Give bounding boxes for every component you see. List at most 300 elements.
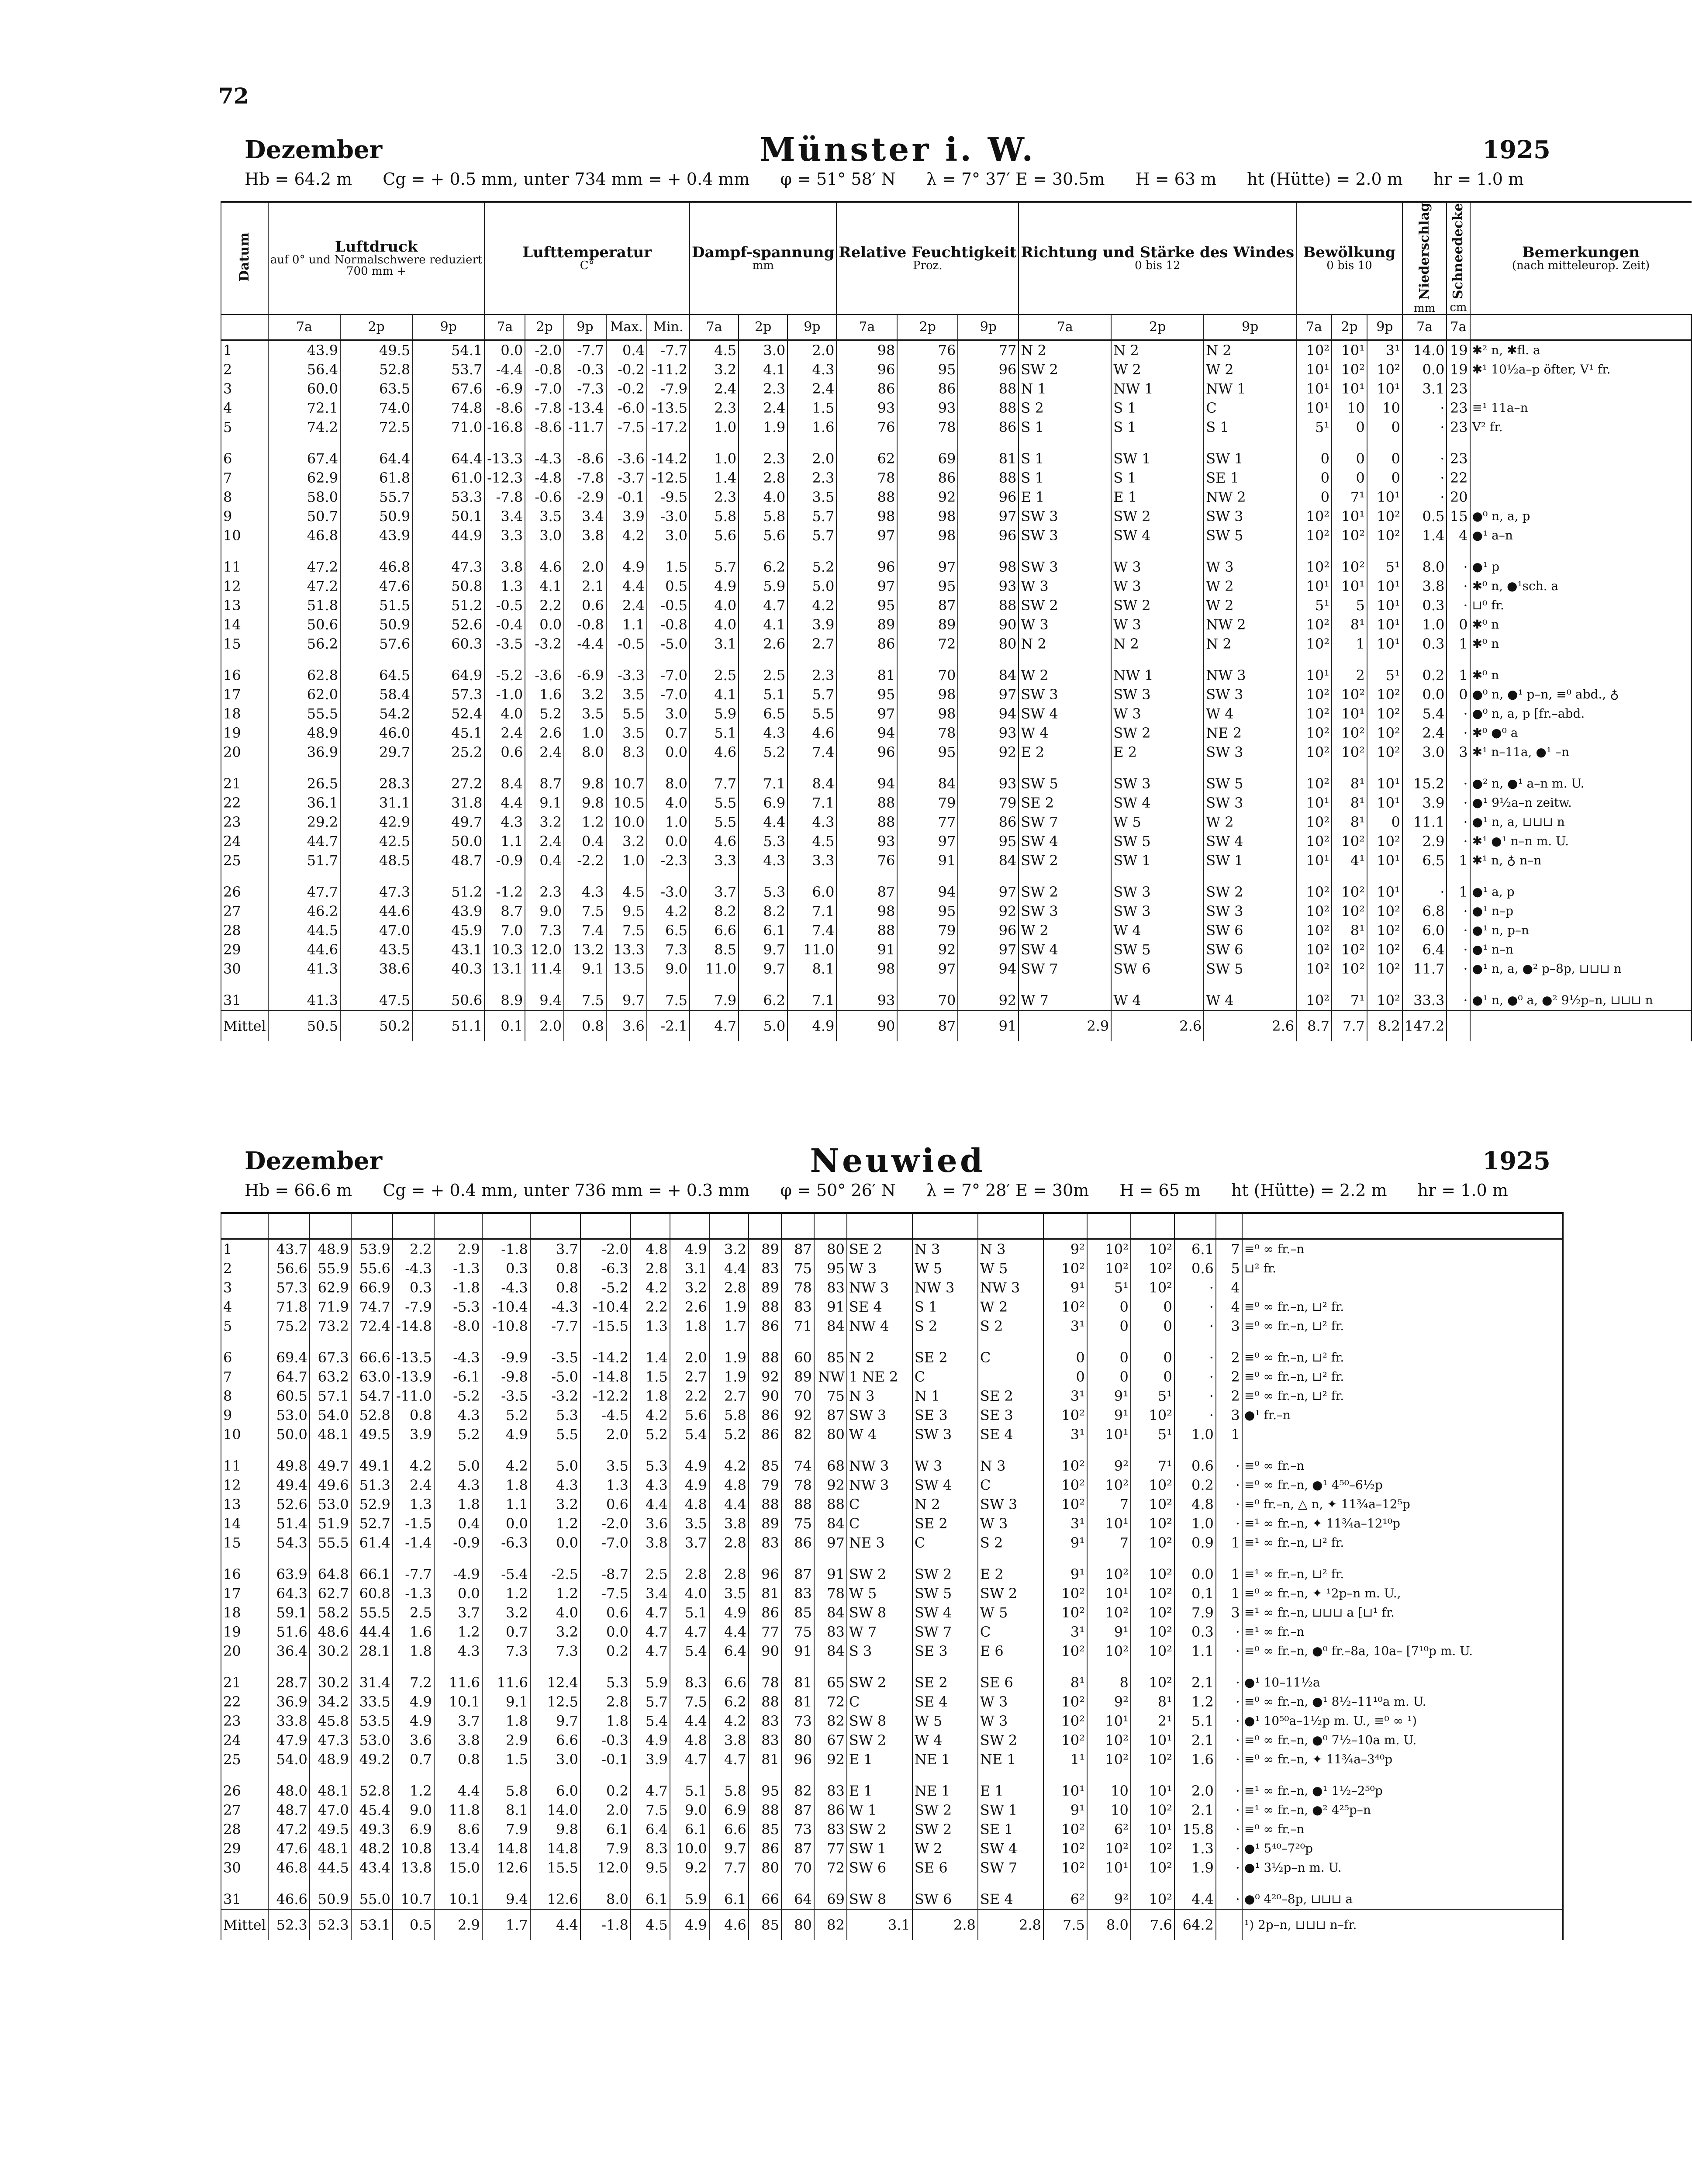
- cell: 0.2: [1402, 666, 1447, 685]
- cell: 76: [836, 418, 897, 437]
- cell: [340, 870, 412, 882]
- cell: -2.0: [580, 1514, 631, 1533]
- cell: 10.0: [606, 812, 647, 832]
- cell: 4.3: [787, 812, 836, 832]
- cell: W 2: [1111, 360, 1204, 379]
- cell: 10¹: [1332, 340, 1367, 360]
- cell: 10²: [1131, 1476, 1174, 1495]
- cell: 8.5: [690, 940, 739, 959]
- cell: 9¹: [1043, 1533, 1087, 1552]
- cell: 4.3: [434, 1476, 482, 1495]
- cell: 0: [1131, 1297, 1174, 1317]
- cell: 67: [814, 1731, 847, 1750]
- cell: [434, 1877, 482, 1890]
- station-param: λ = 7° 37′ E = 30.5m: [926, 169, 1105, 189]
- cell: ·: [1174, 1278, 1216, 1297]
- cell: [530, 1552, 580, 1565]
- cell: [564, 437, 606, 449]
- cell: 81: [781, 1673, 814, 1692]
- cell: 3¹: [1043, 1317, 1087, 1336]
- cell: -3.2: [530, 1386, 580, 1406]
- cell: 5.8: [709, 1406, 749, 1425]
- cell: 10²: [1296, 832, 1332, 851]
- cell: 4.8: [631, 1239, 670, 1259]
- cell: 0.0: [1402, 685, 1447, 704]
- cell: 13.5: [606, 959, 647, 978]
- cell: 4.3: [787, 360, 836, 379]
- cell: 47.2: [268, 557, 340, 577]
- mean-value: 52.3: [310, 1909, 351, 1940]
- cell: C: [978, 1476, 1043, 1495]
- cell: [564, 653, 606, 666]
- cell: N 2: [1204, 340, 1296, 360]
- wind-header-text: Richtung und Stärke des Windes: [1021, 244, 1295, 262]
- cell: -3.0: [647, 882, 690, 902]
- cell: 3.2: [525, 812, 564, 832]
- cell: ·: [1447, 704, 1470, 723]
- cell: 3.3: [484, 526, 525, 545]
- cell: 54.7: [351, 1386, 393, 1406]
- cell: NE 1: [978, 1750, 1043, 1769]
- cell: 49.8: [268, 1456, 310, 1476]
- day-number: 17: [221, 1584, 268, 1603]
- cell: 81: [749, 1584, 781, 1603]
- cell: 50.9: [310, 1890, 351, 1909]
- cell: 4.0: [484, 704, 525, 723]
- cell: [412, 653, 484, 666]
- cell: [351, 1769, 393, 1781]
- cell: 6.4: [1402, 940, 1447, 959]
- cell: 2.1: [1174, 1731, 1216, 1750]
- cell: [781, 1336, 814, 1348]
- cell: [484, 437, 525, 449]
- cell: -6.3: [580, 1259, 631, 1278]
- cell: S 1: [1019, 468, 1111, 487]
- cell: 87: [897, 596, 958, 615]
- table-row: [221, 774, 1692, 793]
- cell: 15.8: [1174, 1820, 1216, 1839]
- cell: [978, 1877, 1043, 1890]
- cell: 4.8: [670, 1731, 709, 1750]
- day-number: 12: [221, 577, 268, 596]
- cell: 72.5: [340, 418, 412, 437]
- cell: 46.8: [340, 557, 412, 577]
- cell: 10²: [1367, 507, 1402, 526]
- cell: 6.9: [739, 793, 787, 812]
- day-number: 31: [221, 991, 268, 1010]
- day-number: 6: [221, 1348, 268, 1367]
- cell: [482, 1769, 530, 1781]
- cell: 0.0: [647, 832, 690, 851]
- cell: [393, 1769, 434, 1781]
- cell: 51.3: [351, 1476, 393, 1495]
- obs-time: 2p: [525, 314, 564, 340]
- cell: [1447, 437, 1470, 449]
- cell: 75: [781, 1514, 814, 1533]
- cell: 4.7: [631, 1622, 670, 1641]
- cell: 8.9: [484, 991, 525, 1010]
- cell: 0.6: [564, 596, 606, 615]
- cell: 1.8: [393, 1641, 434, 1661]
- cell: 48.1: [310, 1781, 351, 1800]
- cell: 1 NE 2: [847, 1367, 912, 1386]
- cell: C: [978, 1622, 1043, 1641]
- cell: 0: [1367, 812, 1402, 832]
- mean-value: 87: [897, 1010, 958, 1041]
- cell: 10²: [1131, 1278, 1174, 1297]
- cell: E 1: [1111, 487, 1204, 507]
- cell: [1131, 1661, 1174, 1673]
- cell: 63.0: [351, 1367, 393, 1386]
- cell: 91: [897, 851, 958, 870]
- cell: 75: [781, 1622, 814, 1641]
- cell: 88: [958, 379, 1019, 398]
- cell: SW 2: [847, 1565, 912, 1584]
- cell: 7.3: [482, 1641, 530, 1661]
- cell: 4.3: [434, 1406, 482, 1425]
- cell: 12.0: [580, 1858, 631, 1877]
- weather-table: [221, 201, 1692, 1041]
- cell: 43.9: [268, 340, 340, 360]
- cell: 10²: [1043, 1711, 1087, 1731]
- mean-value: 2.6: [1111, 1010, 1204, 1041]
- cell: 5.8: [482, 1781, 530, 1800]
- cell: -7.3: [564, 379, 606, 398]
- cell: 0.9: [1174, 1533, 1216, 1552]
- table-row: [221, 468, 1692, 487]
- cell: 49.6: [310, 1476, 351, 1495]
- mean-value: 91: [958, 1010, 1019, 1041]
- day-number: 28: [221, 921, 268, 940]
- cell: 4.9: [393, 1711, 434, 1731]
- cell: 9²: [1087, 1456, 1131, 1476]
- cell: SW 6: [1204, 940, 1296, 959]
- cell: 10²: [1087, 1731, 1131, 1750]
- cell: 88: [781, 1495, 814, 1514]
- cell: 10²: [1367, 723, 1402, 743]
- cell: 89: [836, 615, 897, 634]
- mean-value: 82: [814, 1909, 847, 1940]
- cell: SW 2: [978, 1584, 1043, 1603]
- station-param: Hb = 66.6 m: [245, 1181, 352, 1200]
- cell: SW 4: [1019, 704, 1111, 723]
- cell: 0.0: [1402, 360, 1447, 379]
- cell: -5.0: [530, 1367, 580, 1386]
- cell: 10¹: [1131, 1731, 1174, 1750]
- cell: 4.2: [606, 526, 647, 545]
- mean-value: 2.8: [978, 1909, 1043, 1940]
- cell: 3.5: [606, 723, 647, 743]
- remark: ≡¹ ∞ fr.–n, ⊔⊔⊔ a [⊔¹ fr.: [1242, 1603, 1563, 1622]
- cell: -6.9: [564, 666, 606, 685]
- cell: [268, 653, 340, 666]
- cell: 47.3: [340, 882, 412, 902]
- cell: SW 3: [847, 1406, 912, 1425]
- cell: -2.0: [525, 340, 564, 360]
- cell: 52.9: [351, 1495, 393, 1514]
- cell: -16.8: [484, 418, 525, 437]
- cell: -4.3: [393, 1259, 434, 1278]
- cell: [1087, 1336, 1131, 1348]
- table-row: [221, 1317, 1563, 1336]
- cell: 93: [836, 832, 897, 851]
- cell: -2.2: [564, 851, 606, 870]
- cell: 1.0: [1174, 1514, 1216, 1533]
- cell: 5.1: [1174, 1711, 1216, 1731]
- cell: 48.2: [351, 1839, 393, 1858]
- cell: [1332, 437, 1367, 449]
- cell: [670, 1877, 709, 1890]
- cell: 1.5: [631, 1367, 670, 1386]
- cell: [814, 1336, 847, 1348]
- cell: 64: [781, 1890, 814, 1909]
- station-name: Neuwied: [810, 1142, 985, 1180]
- cell: 50.7: [268, 507, 340, 526]
- mean-value: 51.1: [412, 1010, 484, 1041]
- cell: 10²: [1131, 1495, 1174, 1514]
- remark: [1242, 1425, 1563, 1444]
- cell: 1.5: [482, 1750, 530, 1769]
- cell: 88: [749, 1297, 781, 1317]
- cell: [781, 1552, 814, 1565]
- cell: 77: [897, 812, 958, 832]
- cell: ·: [1216, 1800, 1242, 1820]
- cell: 10²: [1367, 685, 1402, 704]
- station-param: ht (Hütte) = 2.2 m: [1231, 1181, 1387, 1200]
- cell: -2.0: [580, 1239, 631, 1259]
- day-number: 29: [221, 940, 268, 959]
- lufttemperatur-header-text: Lufttemperatur: [522, 244, 652, 262]
- remark: ●¹ n, a, ⊔⊔⊔ n: [1470, 812, 1692, 832]
- cell: 10¹: [1087, 1514, 1131, 1533]
- cell: [221, 1213, 268, 1239]
- cell: SE 2: [978, 1386, 1043, 1406]
- cell: C: [847, 1692, 912, 1711]
- cell: [1402, 545, 1447, 557]
- cell: 4.4: [709, 1495, 749, 1514]
- cell: 4.3: [739, 851, 787, 870]
- cell: -14.8: [580, 1367, 631, 1386]
- cell: 8.3: [670, 1673, 709, 1692]
- cell: SW 3: [1111, 882, 1204, 902]
- cell: [221, 314, 268, 340]
- cell: 6.5: [647, 921, 690, 940]
- cell: 5.9: [739, 577, 787, 596]
- cell: 1.2: [393, 1781, 434, 1800]
- cell: [690, 545, 739, 557]
- cell: 2.9: [434, 1239, 482, 1259]
- cell: 97: [836, 577, 897, 596]
- cell: [1447, 545, 1470, 557]
- mean-value: 8.2: [1367, 1010, 1402, 1041]
- cell: ·: [1174, 1297, 1216, 1317]
- cell: 2.0: [564, 557, 606, 577]
- remark: ≡⁰ ∞ fr.–n, ●⁰ fr.–8a, 10a– [7¹⁰p m. U.: [1242, 1641, 1563, 1661]
- cell: 86: [897, 468, 958, 487]
- cell: 0.0: [647, 743, 690, 762]
- cell: -0.1: [580, 1750, 631, 1769]
- cell: 66: [749, 1890, 781, 1909]
- cell: 1: [1216, 1533, 1242, 1552]
- cell: 7.9: [482, 1820, 530, 1839]
- cell: 85: [749, 1456, 781, 1476]
- mean-value: [1470, 1010, 1692, 1041]
- cell: SW 3: [1204, 743, 1296, 762]
- cell: [749, 1877, 781, 1890]
- cell: 10²: [1296, 557, 1332, 577]
- remark: ✱⁰ n: [1470, 634, 1692, 653]
- cell: 92: [814, 1750, 847, 1769]
- cell: 10¹: [1367, 577, 1402, 596]
- cell: 0: [1296, 449, 1332, 468]
- cell: 97: [958, 685, 1019, 704]
- cell: 9¹: [1043, 1278, 1087, 1297]
- cell: 8.3: [631, 1839, 670, 1858]
- cell: SW 2: [912, 1565, 978, 1584]
- cell: [1367, 978, 1402, 991]
- cell: -11.0: [393, 1386, 434, 1406]
- cell: 0: [1296, 468, 1332, 487]
- cell: 10¹: [1332, 507, 1367, 526]
- table-row: [221, 1348, 1563, 1367]
- cell: 15.2: [1402, 774, 1447, 793]
- cell: [1332, 870, 1367, 882]
- mean-value: 2.9: [1019, 1010, 1111, 1041]
- cell: 4.9: [606, 557, 647, 577]
- cell: 10: [1087, 1800, 1131, 1820]
- cell: [978, 1552, 1043, 1565]
- cell: 57.3: [268, 1278, 310, 1297]
- remark: ●² n, ●¹ a–n m. U.: [1470, 774, 1692, 793]
- cell: 86: [958, 418, 1019, 437]
- cell: SE 2: [912, 1514, 978, 1533]
- day-number: 4: [221, 1297, 268, 1317]
- cell: 10¹: [1367, 615, 1402, 634]
- cell: 60.3: [412, 634, 484, 653]
- cell: [530, 1213, 580, 1239]
- cell: 10²: [1131, 1750, 1174, 1769]
- table-row: [221, 1731, 1563, 1750]
- cell: 11.1: [1402, 812, 1447, 832]
- cell: 10²: [1296, 959, 1332, 978]
- cell: ·: [1216, 1731, 1242, 1750]
- cell: NW 3: [847, 1278, 912, 1297]
- month-label: Dezember: [245, 135, 383, 164]
- cell: 5: [1216, 1259, 1242, 1278]
- lufttemperatur-header: [484, 202, 690, 314]
- cell: 88: [958, 596, 1019, 615]
- cell: 51.7: [268, 851, 340, 870]
- cell: 10²: [1332, 902, 1367, 921]
- cell: [912, 1213, 978, 1239]
- cell: 5.3: [739, 882, 787, 902]
- cell: [690, 978, 739, 991]
- cell: [393, 1213, 434, 1239]
- cell: 50.6: [268, 615, 340, 634]
- cell: 98: [897, 704, 958, 723]
- cell: -0.8: [525, 360, 564, 379]
- cell: 10²: [1296, 774, 1332, 793]
- mean-value: 8.7: [1296, 1010, 1332, 1041]
- day-number: 14: [221, 1514, 268, 1533]
- cell: SW 8: [847, 1603, 912, 1622]
- cell: 64.3: [268, 1584, 310, 1603]
- cell: W 5: [1111, 812, 1204, 832]
- cell: 0.2: [1174, 1476, 1216, 1495]
- cell: 2.4: [484, 723, 525, 743]
- nied-header: [1402, 202, 1447, 314]
- cell: 12.0: [525, 940, 564, 959]
- cell: 0.3: [482, 1259, 530, 1278]
- cell: 4.8: [709, 1476, 749, 1495]
- cell: 88: [836, 921, 897, 940]
- cell: [847, 1444, 912, 1456]
- remark: ●⁰ n, a, p [fr.–abd.: [1470, 704, 1692, 723]
- cell: 0.8: [434, 1750, 482, 1769]
- cell: 4: [1216, 1278, 1242, 1297]
- day-number: 31: [221, 1890, 268, 1909]
- cell: 1.0: [564, 723, 606, 743]
- cell: 55.7: [340, 487, 412, 507]
- cell: NW 1: [1111, 666, 1204, 685]
- cell: SW 5: [1204, 526, 1296, 545]
- cell: [268, 545, 340, 557]
- cell: 2.0: [787, 449, 836, 468]
- cell: 2.0: [670, 1348, 709, 1367]
- cell: [670, 1661, 709, 1673]
- cell: [1174, 1661, 1216, 1673]
- cell: 4.8: [1174, 1495, 1216, 1514]
- cell: [268, 1213, 310, 1239]
- cell: 83: [749, 1533, 781, 1552]
- cell: [434, 1213, 482, 1239]
- cell: SE 2: [912, 1673, 978, 1692]
- cell: 5.3: [739, 832, 787, 851]
- cell: [787, 762, 836, 774]
- cell: -14.2: [580, 1348, 631, 1367]
- cell: 54.1: [412, 340, 484, 360]
- cell: 2.8: [670, 1565, 709, 1584]
- station-name: Münster i. W.: [759, 131, 1036, 169]
- cell: 8.1: [482, 1800, 530, 1820]
- cell: 1: [1447, 634, 1470, 653]
- cell: 6.1: [709, 1890, 749, 1909]
- cell: 1.6: [1174, 1750, 1216, 1769]
- cell: ·: [1174, 1348, 1216, 1367]
- cell: 5.8: [709, 1781, 749, 1800]
- table-row: [221, 1641, 1563, 1661]
- cell: 49.4: [268, 1476, 310, 1495]
- cell: ·: [1216, 1858, 1242, 1877]
- cell: 6.1: [1174, 1239, 1216, 1259]
- cell: ·: [1447, 812, 1470, 832]
- station-param: λ = 7° 28′ E = 30m: [926, 1181, 1089, 1200]
- cell: 4.2: [482, 1456, 530, 1476]
- cell: 4.9: [482, 1425, 530, 1444]
- cell: 4.9: [670, 1456, 709, 1476]
- cell: SW 4: [1019, 832, 1111, 851]
- cell: 77: [814, 1839, 847, 1858]
- cell: [912, 1769, 978, 1781]
- cell: 2.0: [580, 1425, 631, 1444]
- cell: [1367, 653, 1402, 666]
- cell: 7.9: [580, 1839, 631, 1858]
- cell: 67.6: [412, 379, 484, 398]
- cell: [670, 1552, 709, 1565]
- cell: [847, 1336, 912, 1348]
- cell: -9.9: [482, 1348, 530, 1367]
- remark: ✱¹ n, ♁ n–n: [1470, 851, 1692, 870]
